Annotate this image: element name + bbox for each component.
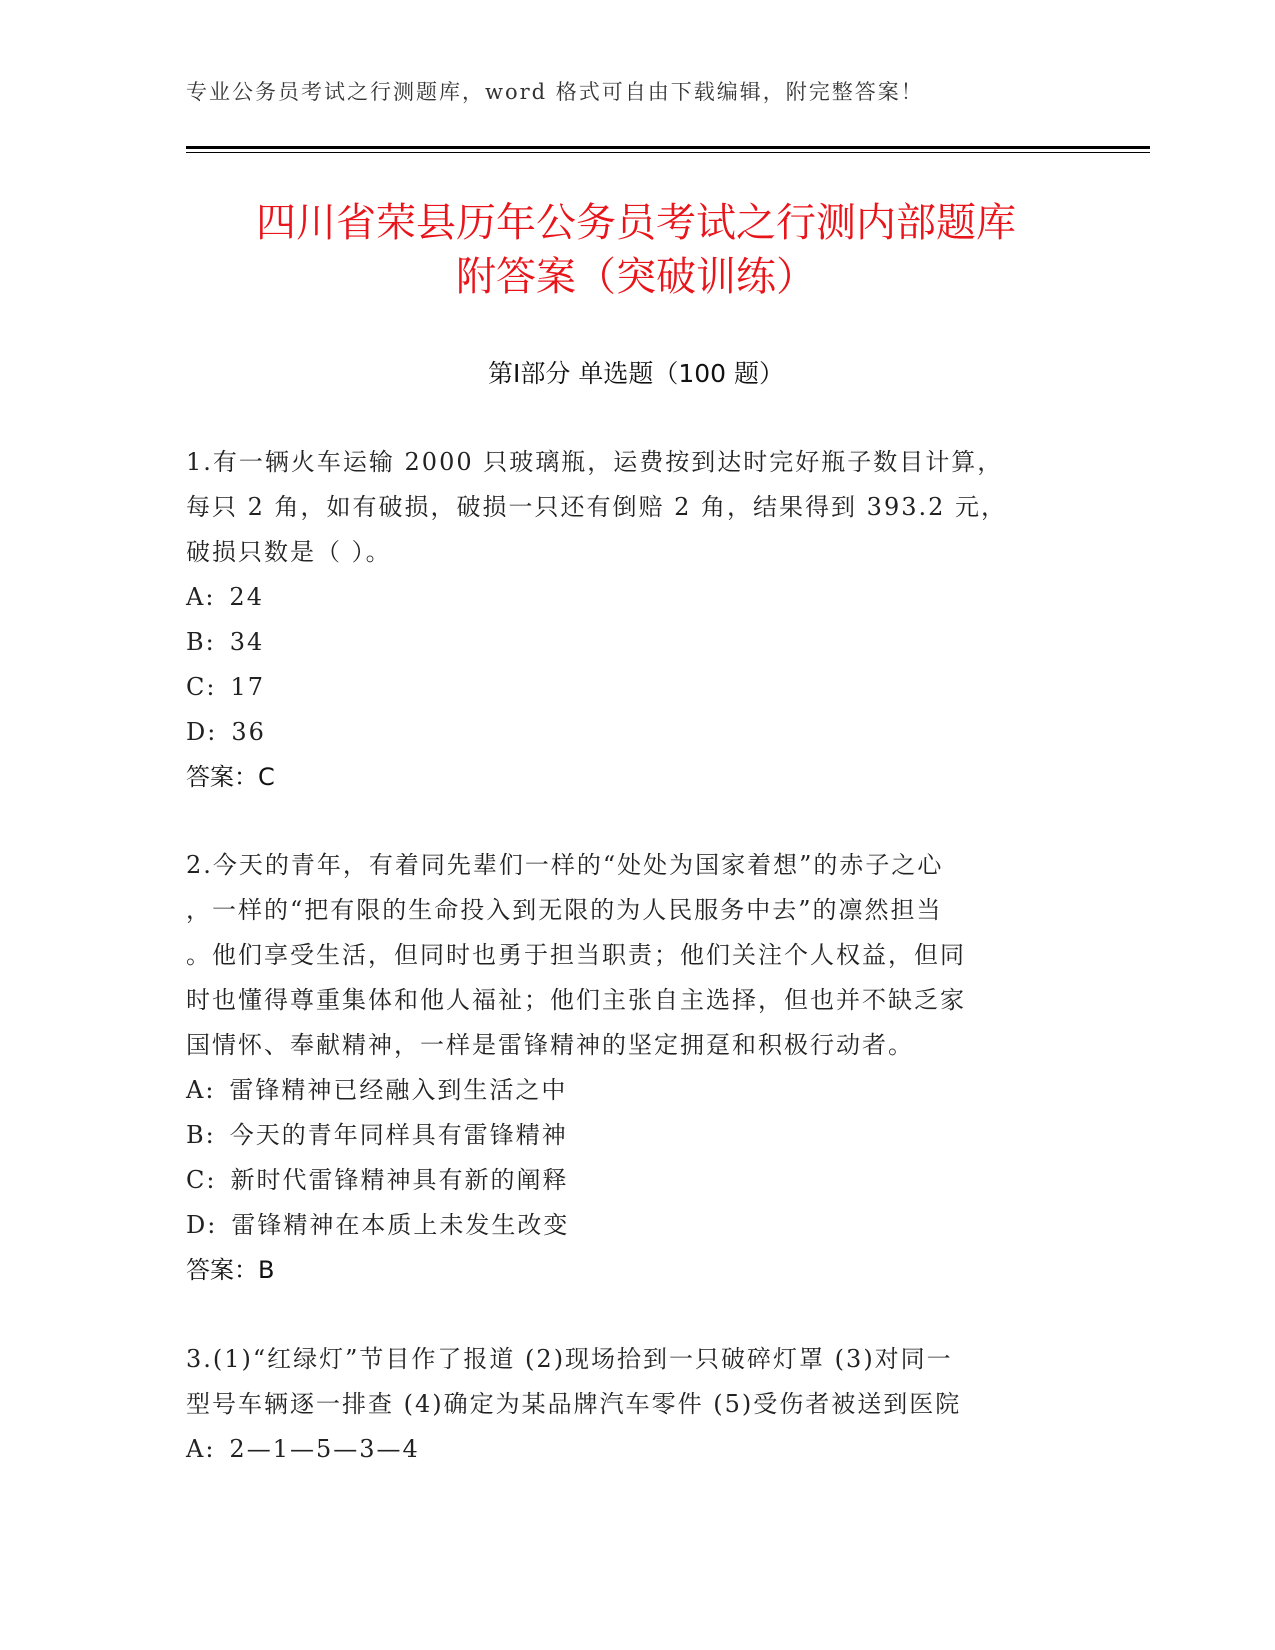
- option-letter: C:: [186, 673, 217, 701]
- header-rule-thick: [186, 146, 1150, 149]
- question-2: [186, 843, 1106, 1293]
- stem-line: 2.今天的青年，有着同先辈们一样的“处处为国家着想”的赤子之心: [186, 851, 944, 879]
- document-title: [186, 196, 1086, 304]
- stem-line: 时也懂得尊重集体和他人福祉；他们主张自主选择，但也并不缺乏家: [186, 986, 966, 1014]
- option-text: 17: [230, 673, 265, 701]
- option-letter: D:: [186, 718, 218, 746]
- option-letter: D:: [186, 1211, 218, 1239]
- option-text: 2—1—5—3—4: [229, 1435, 420, 1463]
- stem-line: 1.有一辆火车运输 2000 只玻璃瓶，运费按到达时完好瓶子数目计算，: [186, 448, 1004, 476]
- option-letter: A:: [186, 1435, 216, 1463]
- header-note: 专业公务员考试之行测题库，word 格式可自由下载编辑，附完整答案！: [186, 80, 924, 104]
- option-letter: A:: [186, 1076, 216, 1104]
- option-c: [186, 1158, 1106, 1203]
- question-stem: [186, 1337, 1106, 1427]
- option-letter: B:: [186, 1121, 216, 1149]
- option-b: [186, 620, 1106, 665]
- option-d: [186, 710, 1106, 755]
- stem-line: 型号车辆逐一排查 (4)确定为某品牌汽车零件 (5)受伤者被送到医院: [186, 1390, 962, 1418]
- option-a: [186, 575, 1106, 620]
- option-text: 今天的青年同样具有雷锋精神: [229, 1121, 568, 1149]
- option-text: 新时代雷锋精神具有新的阐释: [230, 1166, 569, 1194]
- title-line-1: 四川省荣县历年公务员考试之行测内部题库: [256, 200, 1016, 246]
- option-letter: C:: [186, 1166, 217, 1194]
- header-rule-thin: [186, 152, 1150, 153]
- answer: 答案：C: [186, 763, 275, 791]
- answer: 答案：B: [186, 1256, 275, 1284]
- option-text: 雷锋精神已经融入到生活之中: [229, 1076, 568, 1104]
- stem-line: 。他们享受生活，但同时也勇于担当职责；他们关注个人权益，但同: [186, 941, 966, 969]
- title-line-2: 附答案（突破训练）: [456, 254, 816, 300]
- option-c: [186, 665, 1106, 710]
- option-d: [186, 1203, 1106, 1248]
- option-text: 雷锋精神在本质上未发生改变: [231, 1211, 570, 1239]
- question-1: [186, 440, 1106, 800]
- stem-line: 每只 2 角，如有破损，破损一只还有倒赔 2 角，结果得到 393.2 元，: [186, 493, 1008, 521]
- option-letter: A:: [186, 583, 216, 611]
- section-heading: 第Ⅰ部分 单选题（100 题）: [488, 359, 784, 388]
- stem-line: 破损只数是（ ）。: [186, 538, 392, 566]
- question-stem: [186, 843, 1106, 1068]
- option-letter: B:: [186, 628, 216, 656]
- option-text: 34: [229, 628, 265, 656]
- stem-line: ，一样的“把有限的生命投入到无限的为人民服务中去”的凛然担当: [186, 896, 943, 924]
- option-text: 24: [229, 583, 264, 611]
- option-text: 36: [231, 718, 266, 746]
- question-3: [186, 1337, 1106, 1472]
- stem-line: 3.(1)“红绿灯”节目作了报道 (2)现场拾到一只破碎灯罩 (3)对同一: [186, 1345, 953, 1373]
- stem-line: 国情怀、奉献精神，一样是雷锋精神的坚定拥趸和积极行动者。: [186, 1031, 914, 1059]
- question-stem: [186, 440, 1106, 575]
- option-a: [186, 1427, 1106, 1472]
- option-a: [186, 1068, 1106, 1113]
- option-b: [186, 1113, 1106, 1158]
